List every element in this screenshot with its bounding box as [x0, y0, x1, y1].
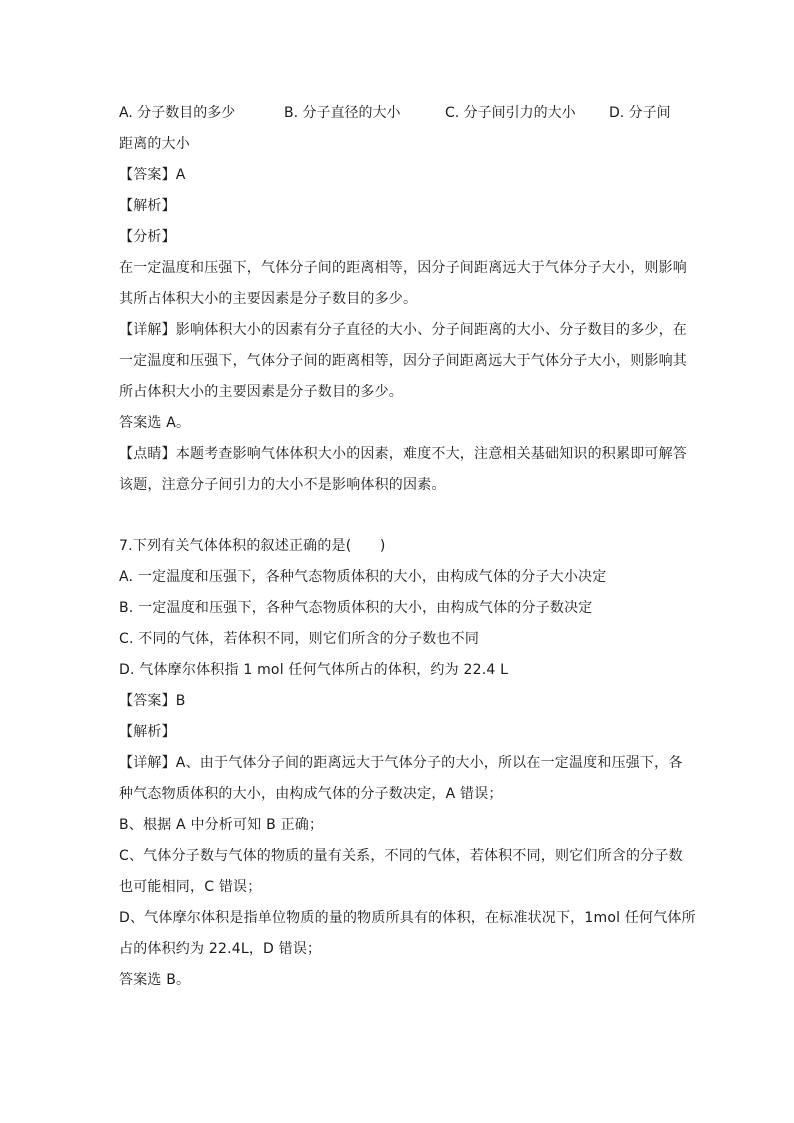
q6-fenxi-line-1: 在一定温度和压强下，气体分子间的距离相等，因分子间距离远大于气体分子大小，则影响: [119, 260, 687, 276]
q7-analysis-heading: 【解析】: [119, 724, 176, 740]
q7-option-b: B. 一定温度和压强下，各种气态物质体积的大小，由构成气体的分子数决定: [119, 600, 593, 616]
q6-detail-line-3: 所占体积大小的主要因素是分子数目的多少。: [119, 384, 403, 400]
q6-choose-answer: 答案选 A。: [119, 415, 191, 431]
q6-option-a: A. 分子数目的多少: [119, 105, 236, 121]
document-page: [119, 98, 696, 996]
q7-detail-line-4: C、气体分子数与气体的物质的量有关系，不同的气体，若体积不同，则它们所含的分子数: [119, 848, 683, 864]
q6-option-c: C. 分子间引力的大小: [445, 105, 576, 121]
q6-option-d-continued: 距离的大小: [119, 136, 190, 152]
q7-detail-line-5: 也可能相同，C 错误；: [119, 879, 262, 895]
q7-option-a: A. 一定温度和压强下，各种气态物质体积的大小，由构成气体的分子大小决定: [119, 569, 607, 585]
q7-answer: 【答案】B: [119, 693, 186, 709]
q6-fenxi-line-2: 其所占体积大小的主要因素是分子数目的多少。: [119, 291, 418, 307]
q6-answer: 【答案】A: [119, 167, 186, 183]
q7-detail-line-1: 【详解】A、由于气体分子间的距离远大于气体分子的大小，所以在一定温度和压强下，各: [119, 755, 683, 771]
q6-option-d: D. 分子间: [609, 105, 671, 121]
q7-choose-answer: 答案选 B。: [119, 972, 191, 988]
q7-detail-line-2: 种气态物质体积的大小，由构成气体的分子数决定，A 错误；: [119, 786, 503, 802]
q7-option-c: C. 不同的气体，若体积不同，则它们所含的分子数也不同: [119, 631, 480, 647]
q6-detail-line-2: 一定温度和压强下，气体分子间的距离相等，因分子间距离远大于气体分子大小，则影响其: [119, 353, 687, 369]
section-gap: [119, 501, 679, 531]
q6-options-row: [119, 98, 679, 129]
q7-stem: 7.下列有关气体体积的叙述正确的是( ): [119, 538, 386, 554]
q7-option-d: D. 气体摩尔体积指 1 mol 任何气体所占的体积，约为 22.4 L: [119, 662, 509, 678]
q7-detail-line-6: D、气体摩尔体积是指单位物质的量的物质所具有的体积，在标准状况下，1mol 任何气体所: [119, 910, 696, 926]
q6-analysis-heading: 【解析】: [119, 198, 176, 214]
q6-comment-line-1: 【点睛】本题考查影响气体体积大小的因素，难度不大，注意相关基础知识的积累即可解答: [119, 446, 687, 462]
q6-detail-line-1: 【详解】影响体积大小的因素有分子直径的大小、分子间距离的大小、分子数目的多少，在: [119, 322, 687, 338]
q6-fenxi-heading: 【分析】: [119, 229, 176, 245]
q7-detail-line-7: 占的体积约为 22.4L，D 错误；: [119, 941, 322, 957]
q6-option-b: B. 分子直径的大小: [284, 105, 401, 121]
q6-comment-line-2: 该题，注意分子间引力的大小不是影响体积的因素。: [119, 477, 446, 493]
q7-detail-line-3: B、根据 A 中分析可知 B 正确；: [119, 817, 324, 833]
